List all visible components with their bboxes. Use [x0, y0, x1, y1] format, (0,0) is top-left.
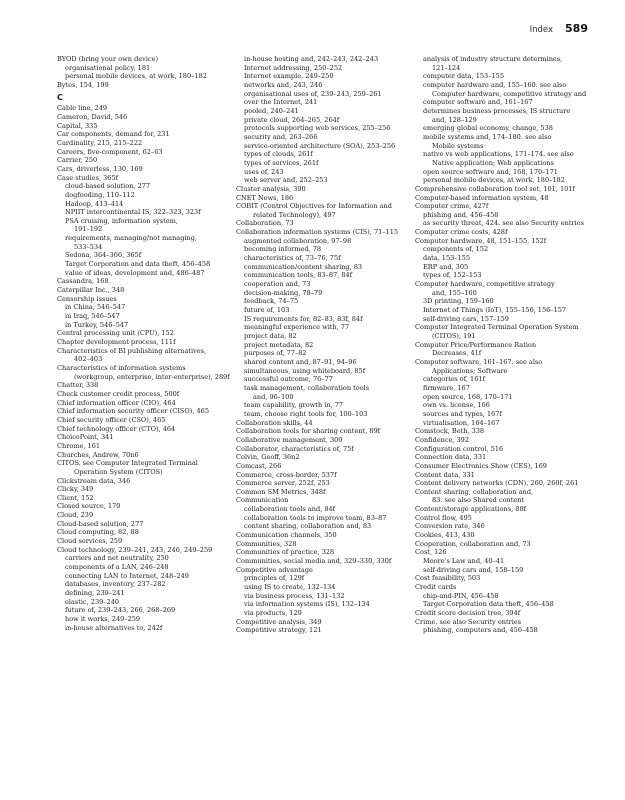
index-subentry: organisational uses of, 239–243, 259–261 [244, 89, 382, 98]
index-subentry: self-driving cars and, 158–159 [423, 565, 524, 574]
index-subentry: elastic, 239–240 [65, 597, 120, 606]
index-entry: Content/storage applications, 88f [415, 505, 527, 514]
index-entry: Chief information security officer (CISO), 465 [57, 407, 209, 416]
index-subentry: types of clouds, 261f [244, 150, 313, 159]
index-subentry: types of services, 261f [244, 158, 319, 167]
index-entry: Chief information officer (CIO), 464 [57, 398, 176, 407]
index-subentry: personal mobile devices, at work, 180–182 [65, 72, 207, 81]
index-subentry: Sedona, 364–366, 365f [65, 251, 142, 260]
index-entry: Chief technology officer (CTO), 464 [57, 424, 176, 433]
index-subentry: types of, 152–153 [423, 271, 482, 280]
index-subentry: simultaneous, using whiteboard, 85f [244, 366, 366, 375]
index-subentry: in-house hosting and, 242–243, 242–243 [244, 55, 379, 63]
index-subentry: pooled, 240–241 [244, 106, 299, 115]
index-subentry: databases, inventory, 237–282 [65, 580, 166, 589]
index-entry: Central processing unit (CPU), 152 [57, 329, 174, 338]
index-entry: Careers, five-component, 62–63 [57, 147, 163, 156]
index-subentry: Operation System (CITOS) [74, 467, 163, 476]
index-subentry: 402–403 [74, 355, 103, 364]
index-subentry: communication tools, 83–87, 84f [244, 271, 353, 280]
index-subentry: data, 153–155 [423, 254, 471, 263]
index-subentry: uses of, 243 [244, 167, 284, 176]
index-entry: Connection data, 331 [415, 453, 487, 462]
page-header [530, 22, 588, 35]
index-subentry: characteristics of, 73–76, 75f [244, 254, 341, 263]
index-entry: Content data, 331 [415, 470, 475, 479]
index-entry: Consumer Electronics Show (CES), 169 [415, 461, 547, 470]
index-subentry: in China, 546–547 [65, 303, 126, 312]
index-subentry: dogfooding, 110–112 [65, 190, 135, 199]
index-subentry: future of, 103 [244, 306, 290, 315]
index-subentry: Target Corporation and data theft, 456–458 [65, 260, 211, 269]
index-subentry: self-driving cars, 157–159 [423, 314, 509, 323]
index-subentry: computer hardware and, 155–160. see also [423, 80, 567, 89]
index-subentry: native vs web applications, 171–174. see also [423, 150, 574, 159]
index-entry: Closed source, 170 [57, 502, 121, 511]
index-subentry: Target Corporation data theft, 456–458 [423, 600, 554, 609]
index-subentry: task management, collaboration tools [244, 383, 370, 392]
index-entry: Credit score decision tree, 394f [415, 609, 521, 617]
index-entry: Comprehensive collaboration tool set, 101, 101f [415, 184, 575, 193]
index-entry: Credit cards [415, 583, 457, 592]
index-subentry: open source, 168, 170–171 [423, 392, 513, 401]
index-entry: Cars, driverless, 130, 169 [57, 164, 143, 173]
index-entry: Comstock, Beth, 338 [415, 427, 485, 436]
index-entry: Client, 152 [57, 493, 94, 502]
index-entry: Cable line, 249 [57, 104, 108, 113]
running-title: Index [529, 25, 554, 35]
index-entry: CITOS. see Computer Integrated Terminal [57, 459, 198, 468]
index-subentry: web server and, 252–253 [244, 176, 328, 185]
index-entry: Crime. see also Security entries [415, 617, 522, 626]
index-subentry: cloud-based solution, 277 [65, 182, 151, 191]
index-entry: Characteristics of information systems [57, 363, 186, 372]
index-subentry: determines business processes, IS structure [423, 106, 571, 115]
index-subentry: networks and, 243, 246 [244, 80, 323, 89]
index-entry: Caterpillar Inc., 348 [57, 286, 125, 295]
index-subentry: via products, 129 [244, 609, 302, 617]
index-subentry: and, 128–129 [432, 115, 477, 124]
index-entry: Communication channels, 350 [236, 531, 337, 540]
index-entry: Confidence, 392 [415, 435, 470, 444]
index-entry: Carrier, 250 [57, 156, 98, 165]
index-entry: BYOD (bring your own device) [57, 55, 159, 63]
index-subentry: project data, 82 [244, 332, 297, 340]
index-subentry: and, 155–160 [432, 288, 477, 297]
index-subentry: connecting LAN to Internet, 248–249 [65, 571, 189, 580]
index-entry: Common SM Metrics, 348f [236, 487, 326, 496]
index-entry: Case studies, 365f [57, 173, 119, 182]
index-subentry: Native application; Web applications [432, 158, 554, 167]
index-subentry: open source software and, 168, 170–171 [423, 167, 558, 176]
index-subentry: Internet addressing, 250–252 [244, 63, 343, 72]
index-subentry: defining, 239–241 [65, 589, 125, 598]
page-number: 589 [565, 22, 588, 35]
index-subentry: (CITOS), 191 [432, 332, 476, 340]
index-subentry: principles of, 129f [244, 574, 305, 583]
index-entry: Computer Price/Performance Ration [415, 340, 537, 349]
index-subentry: future of, 239–243, 266, 268–269 [65, 606, 176, 615]
index-entry: Car components, demand for, 231 [57, 130, 170, 139]
index-subentry: computer software and, 161–167 [423, 98, 533, 107]
index-subentry: personal mobile devices, at work, 180–182 [423, 176, 565, 185]
index-subentry: private cloud, 264–265, 264f [244, 115, 340, 124]
index-entry: Cloud computing, 82, 88 [57, 528, 139, 537]
index-entry: Characteristics of BI publishing alternatives, [57, 346, 207, 355]
index-subentry: Hadoop, 413–414 [65, 199, 124, 208]
index-entry: Cost feasibility, 503 [415, 574, 481, 583]
index-entry: Cluster analysis, 390 [236, 184, 306, 193]
index-entry: ChoicePoint, 341 [57, 433, 114, 442]
index-entry: Commerce server, 252f, 253 [236, 479, 330, 488]
index-entry: Commerce, cross-border, 537f [236, 470, 337, 479]
index-subentry: team capability, growth in, 77 [244, 401, 344, 410]
index-subentry: sources and types, 167f [423, 409, 502, 418]
index-entry: Churches, Andrew, 70n6 [57, 450, 139, 459]
index-entry: Computer hardware, 48, 151–155, 152f [415, 236, 547, 245]
index-subentry: content sharing, collaboration and, 83 [244, 522, 372, 531]
index-subentry: Computer hardware, competitive strategy and [432, 89, 587, 98]
index-subentry: PSA cruising, information system, [65, 216, 178, 225]
index-entry: Conversion rate, 346 [415, 522, 485, 531]
index-entry: Censorship issues [57, 294, 117, 303]
index-subentry: communication/content sharing, 83 [244, 262, 363, 271]
index-subentry: value of ideas, development and, 486–487 [65, 268, 205, 277]
index-entry: Comcast, 266 [236, 461, 282, 470]
index-subentry: components of, 152 [423, 245, 489, 254]
index-subentry: how it works, 249–259 [65, 615, 141, 623]
index-subentry: feedback, 74–75 [244, 297, 299, 306]
index-entry: Collaborative management, 309 [236, 435, 343, 444]
index-entry: Cloud, 239 [57, 511, 94, 520]
index-subentry: meaningful experience with, 77 [244, 323, 350, 332]
index-columns [57, 55, 592, 790]
index-entry: Communities of practice, 328 [236, 548, 335, 557]
index-subentry: phishing and, 456–458 [423, 210, 499, 219]
index-entry: Collaboration tools for sharing content, 89f [236, 427, 381, 436]
index-subentry: 83. see also Shared content [432, 496, 525, 505]
index-subentry: components of a LAN, 246–248 [65, 563, 169, 572]
index-entry: Colvin, Geoff, 36n2 [236, 453, 300, 462]
index-subentry: mobile systems and, 174–180. see also [423, 132, 552, 141]
index-entry: Cassandra, 168 [57, 277, 109, 286]
index-subentry: emerging global economy, change, 538 [423, 124, 553, 133]
section-letter: C [57, 92, 63, 102]
index-subentry: chip-and-PIN, 456–458 [423, 591, 499, 600]
index-entry: Chatter, 338 [57, 381, 99, 390]
index-subentry: ERP and, 305 [423, 262, 469, 271]
index-subentry: analysis of industry structure determines, [423, 55, 563, 63]
index-subentry: firmware, 167 [423, 383, 470, 392]
index-subentry: shared content and, 87–91, 94–96 [244, 357, 357, 366]
index-subentry: augmented collaboration, 97–98 [244, 236, 352, 245]
index-entry: Computer crime, 427f [415, 202, 489, 211]
index-column-1 [57, 55, 234, 790]
index-subentry: purposes of, 77–82 [244, 349, 307, 358]
index-subentry: Mobile systems [432, 141, 484, 150]
index-entry: Collaborator, characteristics of, 75f [236, 444, 354, 453]
index-entry: Control flow, 495 [415, 513, 472, 522]
index-subentry: protocols supporting web services, 255–256 [244, 124, 391, 133]
index-entry: Communication [236, 496, 289, 505]
index-entry: Computer Integrated Terminal Operation System [415, 323, 579, 332]
index-entry: Bytes, 154, 199 [57, 80, 109, 89]
index-entry: Cookies, 413, 430 [415, 531, 475, 540]
index-entry: Clickstream data, 346 [57, 476, 131, 485]
index-subentry: security and, 263–266 [244, 132, 318, 141]
index-column-3 [415, 55, 592, 790]
index-entry: Cardinality, 215, 215–222 [57, 138, 143, 147]
index-entry: Cloud-based solution, 277 [57, 519, 144, 528]
index-subentry: cooperation and, 73 [244, 280, 311, 289]
index-subentry: Applications; Software [432, 366, 508, 375]
index-subentry: 191–192 [74, 225, 103, 234]
index-entry: Computer hardware, competitive strategy [415, 280, 555, 289]
index-subentry: (workgroup, enterprise, inter-enterprise), 289f [74, 372, 230, 381]
index-entry: Cloud services, 259 [57, 537, 123, 546]
index-column-2 [236, 55, 413, 790]
index-subentry: 121–124 [432, 63, 461, 72]
index-subentry: IS requirements for, 82–83, 83f, 84f [244, 314, 363, 323]
index-entry: Computer software, 161–167. see also [415, 357, 543, 366]
index-entry: COBIT (Control Objectives for Information and [236, 202, 392, 211]
index-subentry: decision-making, 78–79 [244, 288, 323, 297]
index-entry: Content sharing, collaboration and, [415, 487, 534, 496]
index-entry: Chrome, 161 [57, 441, 101, 450]
index-subentry: requirements, managing/not managing, [65, 234, 197, 243]
index-subentry: and, 96–100 [253, 392, 294, 401]
index-entry: Chief security officer (CSO), 465 [57, 415, 166, 424]
index-subentry: Internet of Things (IoT), 155–156, 156–157 [423, 306, 567, 315]
index-subentry: NPIIT intercontinental IS, 322–323, 323f [65, 208, 201, 217]
index-subentry: collaboration tools and, 84f [244, 505, 336, 514]
index-subentry: Moore's Law and, 40–41 [423, 557, 505, 566]
index-subentry: in Iraq, 546–547 [65, 312, 120, 321]
index-entry: Configuration control, 516 [415, 444, 504, 453]
index-subentry: organisational policy, 181 [65, 63, 151, 72]
index-entry: Collaboration information systems (CIS), 71–115 [236, 228, 399, 237]
index-subentry: project metadata, 82 [244, 340, 314, 349]
index-subentry: becoming informed, 78 [244, 245, 322, 254]
index-subentry: Internet example, 249–250 [244, 72, 334, 81]
index-entry: Check customer credit process, 500f [57, 389, 180, 398]
index-subentry: in-house alternatives to, 242f [65, 623, 163, 632]
index-entry: Communities, 328 [236, 539, 297, 548]
index-subentry: in Turkey, 546–547 [65, 320, 129, 329]
index-entry: Collaboration, 73 [236, 219, 294, 228]
index-entry: Capital, 335 [57, 121, 98, 130]
index-entry: Competitive strategy, 121 [236, 626, 322, 635]
index-entry: Computer crime costs, 428f [415, 228, 508, 237]
index-subentry: successful outcome, 76–77 [244, 375, 333, 384]
index-entry: Communities, social media and, 329–330, 330f [236, 557, 392, 566]
index-subentry: team, choose right tools for, 100–103 [244, 409, 368, 418]
index-entry: Cameron, David, 546 [57, 112, 128, 121]
index-entry: Content delivery networks (CDN), 260, 260f, 261 [415, 479, 579, 488]
index-subentry: service-oriented architecture (SOA), 253–256 [244, 141, 396, 150]
index-entry: Clicky, 349 [57, 485, 94, 494]
index-subentry: collaboration tools to improve team, 83–87 [244, 513, 387, 522]
index-subentry: using IS to create, 132–134 [244, 583, 336, 592]
index-subentry: via information systems (IS), 132–134 [244, 600, 370, 609]
index-subentry: via business process, 131–132 [244, 591, 345, 600]
index-subentry: related Technology), 497 [253, 210, 336, 219]
index-subentry: carriers and net neutrality, 250 [65, 554, 169, 563]
index-subentry: as security threat, 424. see also Security entries [423, 219, 584, 228]
index-entry: Competitive analysis, 349 [236, 617, 322, 626]
index-entry: Chapter development process, 111f [57, 338, 176, 346]
index-subentry: virtualisation, 164–167 [423, 418, 500, 427]
index-subentry: Decreases, 41f [432, 349, 482, 358]
index-entry: Computer-based information system, 48 [415, 193, 549, 202]
index-entry: Collaboration skills, 44 [236, 418, 313, 427]
index-entry: Cooperation, collaboration and, 73 [415, 539, 531, 548]
index-subentry: categories of, 161f [423, 375, 485, 384]
index-subentry: own vs. license, 166 [423, 401, 490, 410]
index-subentry: computer data, 153–155 [423, 72, 504, 81]
index-subentry: 533–534 [74, 242, 103, 251]
index-entry: Cloud technology, 239–241, 243, 246, 249–259 [57, 545, 213, 554]
index-entry: CNET News, 186 [236, 193, 294, 202]
index-subentry: phishing, computers and, 456–458 [423, 626, 538, 635]
index-subentry: over the Internet, 241 [244, 98, 318, 107]
index-entry: Competitive advantage [236, 565, 313, 574]
index-subentry: 3D printing, 159–160 [423, 297, 494, 306]
index-entry: Cost, 126 [415, 548, 447, 557]
